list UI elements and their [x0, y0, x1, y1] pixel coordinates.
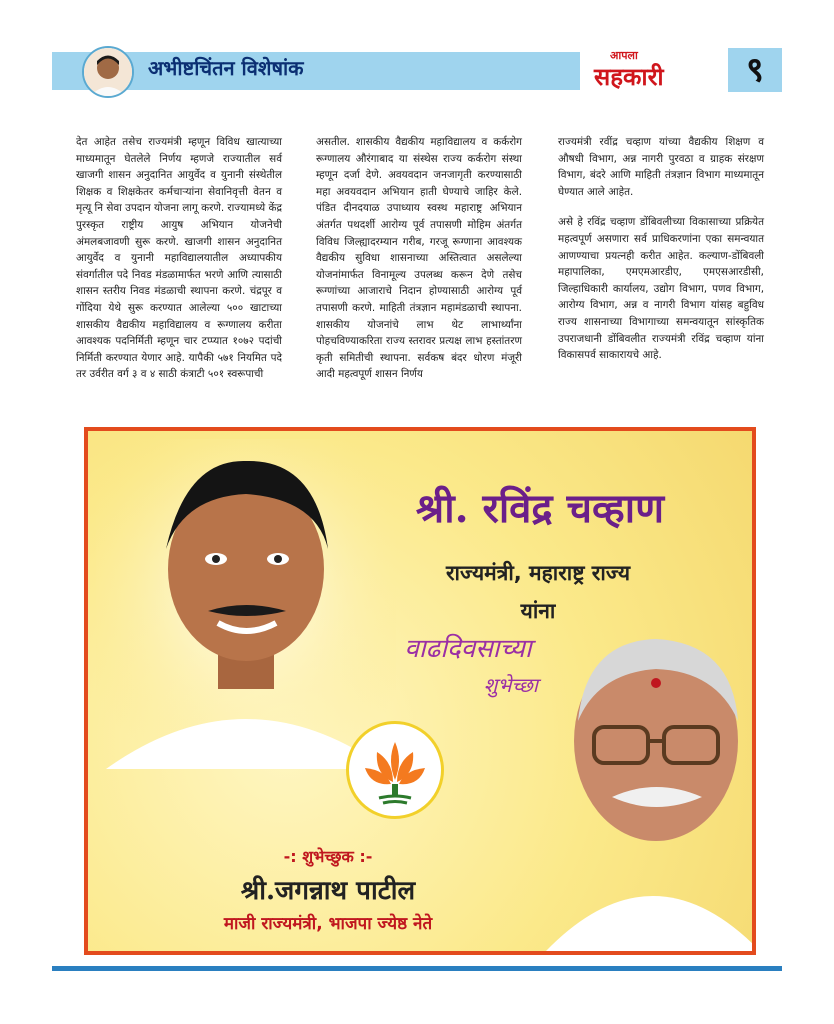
page-number: ९ — [728, 48, 782, 92]
brand-small-text: आपला — [610, 49, 638, 62]
article-column-3 — [558, 134, 764, 378]
honoree-name: श्री. रविंद्र चव्हाण — [415, 485, 665, 532]
article-paragraph: असतील. शासकीय वैद्यकीय महाविद्यालय व कर्करोग रूग्णालय औरंगाबाद या संस्थेस राज्य कर्करोग संस्था म्हणून दर्जा देणे. अवयवदान जनजागृती करण्यासाठी महा अवयवदान अभियान हाती घेण्याचे जाहिर केले. पंडित दीनदयाळ उपाध्याय स्वस्थ महाराष्ट्र अभियान अंतर्गत पथदर्शी आरोग्य पूर्व तपासणी मोहिम अंतर्गत विविध जिल्ह्यादरम्यान गरीब, गरजू रूग्णाना आवश्यक वैद्यकीय सुविधा शासनाच्या अस्तित्वात असलेल्या योजनांमार्फत विनामूल्य उपलब्ध करून देणे तसेच रूग्णांच्या आजाराचे निदान होण्यासाठी आरोग्य पूर्व तपासणी करणे. माहिती तंत्रज्ञान महामंडळाची स्थापना. शासकीय योजनांचे लाभ थेट लाभार्थ्यांना पोहचविण्याकरिता राज्य स्तरावर प्रत्यक्ष लाभ हस्तांतरण कृती समितीची स्थापना. सर्वकष बंदर धोरण मंजूरी आदी महत्वपूर्ण शासन निर्णय — [316, 136, 522, 381]
article-column-2 — [316, 134, 522, 397]
article-paragraph: राज्यमंत्री रवींद्र चव्हाण यांच्या वैद्यकीय शिक्षण व औषधी विभाग, अन्न नागरी पुरवठा व ग्राहक संरक्षण विभाग, बंदरे आणि माहिती तंत्रज्ञान विभाग माध्यमातून घेण्यात आले आहेत. — [558, 136, 764, 198]
sponsor-role: माजी राज्यमंत्री, भाजपा ज्येष्ठ नेते — [223, 914, 433, 934]
section-title: अभीष्टचिंतन विशेषांक — [148, 56, 304, 80]
page-header — [52, 44, 782, 96]
article-column-1 — [76, 134, 282, 397]
birthday-wish-text: वाढदिवसाच्या — [404, 634, 532, 664]
birthday-greeting-ad — [84, 427, 756, 955]
sponsor-name: श्री.जगन्नाथ पाटील — [240, 876, 416, 906]
publication-logo — [584, 48, 724, 92]
footer-divider — [52, 966, 782, 971]
article-paragraph: देत आहेत तसेच राज्यमंत्री म्हणून विविध खात्याच्या माध्यमातून घेतलेले निर्णय म्हणजे राज्यातील सर्व खाजगी शासन अनुदानित आयुर्वेद व युनानी संस्थेतील शिक्षक व शिक्षकेतर कर्मचाऱ्यांना सेवानिवृत्ती वेतन व मृत्यू नि सेवा उपदान योजना लागू करणे. राज्यामध्ये केंद्र पुरस्कृत राष्ट्रीय आयुष अभियान योजनेची अंमलबजावणी सुरू करणे. खाजगी शासन अनुदानित आयुर्वेद व युनानी महाविद्यालयातील अध्यापकीय संवर्गातील पदे निवड मंडळामार्फत भरणे आणि त्यासाठी शासन स्तरीय निवड मंडळाची स्थापना करणे. चंद्रपूर व गोंदिया येथे सुरू करण्यात आलेल्या ५०० खाटाच्या शासकीय वैद्यकीय महाविद्यालय व रूग्णालय करीता आवश्यक पदनिर्मिती म्हणून चार टप्प्यात १०७२ पदांची निर्मिती करण्यात येणार आहे. यापैकी ५७१ नियमित पदे तर उर्वरीत वर्ग ३ व ४ साठी कंत्राटी ५०१ स्वरूपाची — [76, 136, 282, 381]
honoree-title: राज्यमंत्री, महाराष्ट्र राज्य — [445, 561, 631, 585]
header-avatar — [82, 46, 134, 98]
bjp-lotus-icon — [346, 721, 444, 819]
article-paragraph: असे हे रविंद्र चव्हाण डोंबिवलीच्या विकासाच्या प्रक्रियेत महत्वपूर्ण असणारा सर्व प्राधिकरणांना एका समन्वयात आणण्याचा प्रयत्नही करीत आहेत. कल्याण-डोंबिवली महापालिका, एमएमआरडीए, एमएसआरडीसी, जिल्हाधिकारी कार्यालय, उद्योग विभाग, पणव विभाग, आरोग्य विभाग, अन्न व नागरी विभाग यांसह बहुविध राज्य शासनाच्या विभागाच्या समन्वयातून सांस्कृतिक उपराजधानी डोंबिवलीत राज्यमंत्री रविंद्र चव्हाण यांना विकासपर्व साकारायचे आहे. — [558, 216, 764, 362]
honoree-yanna: यांना — [520, 599, 556, 623]
brand-main-text: सहकारी — [594, 63, 664, 91]
greetings-text: शुभेच्छा — [483, 673, 538, 697]
person-photo-right — [546, 621, 756, 951]
sponsor-label: -: शुभेच्छुक :- — [283, 847, 373, 866]
